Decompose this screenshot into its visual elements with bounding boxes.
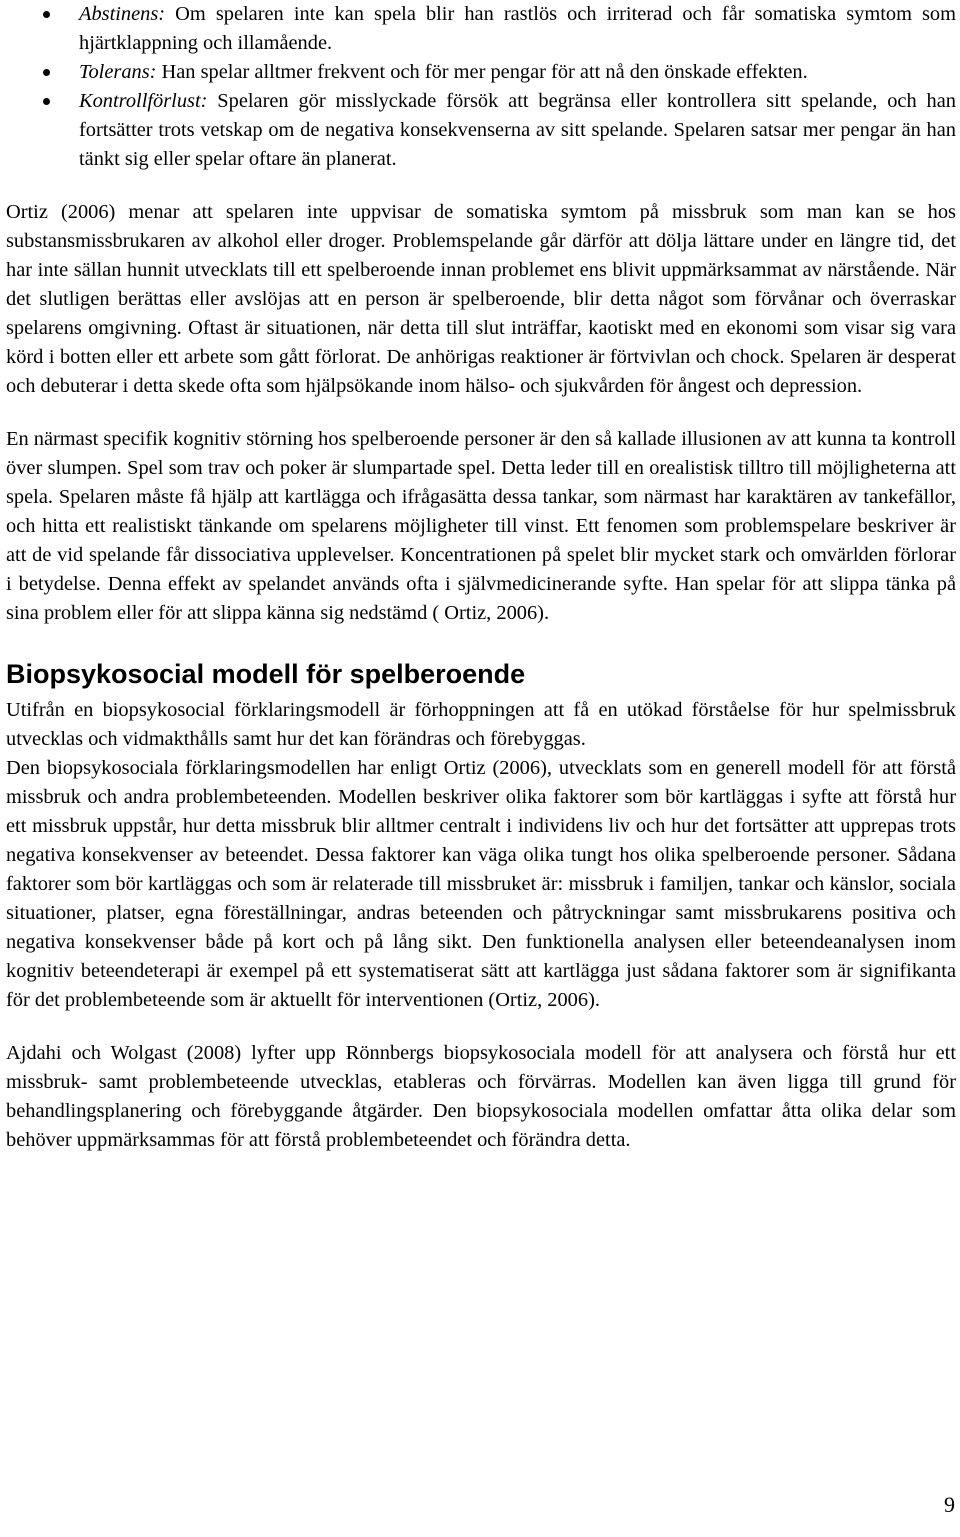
section-heading: Biopsykosocial modell för spelberoende <box>6 659 526 689</box>
list-item <box>6 87 956 174</box>
criteria-list <box>6 0 956 174</box>
list-item-text: Han spelar alltmer frekvent och för mer pengar för att nå den önskade effekten. <box>156 61 808 83</box>
list-item-term: Abstinens: <box>79 3 166 25</box>
list-item-text: Spelaren gör misslyckade försök att begränsa eller kontrollera sitt spelande, och han fortsätter trots vetskap om de negativa konsekvenserna av sitt spelande. Spelaren satsar mer pengar än han tänkt sig eller spelar oftare än planerat. <box>79 90 956 170</box>
spacer <box>6 1015 956 1039</box>
spacer <box>6 628 956 658</box>
list-item <box>6 0 956 58</box>
spacer <box>6 174 956 198</box>
paragraph-ajdahi-wolgast: Ajdahi och Wolgast (2008) lyfter upp Rönnbergs biopsykosociala modell för att analysera och förstå hur ett missbruk- samt problembeteende utvecklas, etableras och förvärras. Modellen kan även ligga till grund för behandlingsplanering och förebyggande åtgärder. Den biopsykosociala modellen omfattar åtta olika delar som behöver uppmärksammas för att förstå problembeteendet och förändra detta. <box>6 1042 956 1151</box>
bullet-icon <box>43 11 50 18</box>
paragraph-biopsychosocial-model: Den biopsykosociala förklaringsmodellen har enligt Ortiz (2006), utvecklats som en generell modell för att förstå missbruk och andra problembeteenden. Modellen beskriver olika faktorer som bör kartläggas i syfte att förstå hur ett missbruk uppstår, hur detta missbruk blir alltmer centralt i individens liv och hur det fortsätter att upprepas trots negativa konsekvenser av beteendet. Dessa faktorer kan väga olika tungt hos olika spelberoende personer. Sådana faktorer som bör kartläggas och som är relaterade till missbruket är: missbruk i familjen, tankar och känslor, sociala situationer, platser, egna föreställningar, andras beteenden och påtryckningar samt missbrukarens positiva och negativa konsekvenser både på kort och på lång sikt. Den funktionella analysen eller beteendeanalysen inom kognitiv beteendeterapi är exempel på ett systematiserat sätt att kartlägga just sådana faktorer som är signifikanta för det problembeteende som är aktuellt för interventionen (Ortiz, 2006). <box>6 757 956 1011</box>
bullet-icon <box>43 69 50 76</box>
spacer <box>6 401 956 425</box>
paragraph-ortiz-somatic: Ortiz (2006) menar att spelaren inte uppvisar de somatiska symtom på missbruk som man kan se hos substansmissbrukaren av alkohol eller droger. Problemspelande går därför att dölja lättare under en längre tid, det har inte sällan hunnit utvecklats till ett spelberoende innan problemet ens blivit uppmärksammat av närstående. När det slutligen berättas eller avslöjas att en person är spelberoende, blir detta något som förvånar och överraskar spelarens omgivning. Oftast är situationen, när detta till slut inträffar, kaotiskt med en ekonomi som visar sig vara körd i botten eller ett arbete som gått förlorat. De anhörigas reaktioner är förtvivlan och chock. Spelaren är desperat och debuterar i detta skede ofta som hjälpsökande inom hälso- och sjukvården för ångest och depression. <box>6 201 956 397</box>
paragraph-cognitive-disturbance: En närmast specifik kognitiv störning hos spelberoende personer är den så kallade illusionen av att kunna ta kontroll över slumpen. Spel som trav och poker är slumpartade spel. Detta leder till en orealistisk tilltro till möjligheterna att spela. Spelaren måste få hjälp att kartlägga och ifrågasätta dessa tankar, som närmast har karaktären av tankefällor, och hitta ett realistiskt tänkande om spelarens möjligheter till vinst. Ett fenomen som problemspelare beskriver är att de vid spelande får dissociativa upplevelser. Koncentrationen på spelet blir mycket stark och omvärlden förlorar i betydelse. Denna effekt av spelandet används ofta i självmedicinerande syfte. Han spelar för att slippa tänka på sina problem eller för att slippa känna sig nedstämd ( Ortiz, 2006). <box>6 428 956 624</box>
paragraph-biopsychosocial-intro: Utifrån en biopsykosocial förklaringsmodell är förhoppningen att få en utökad förståelse för hur spelmissbruk utvecklas och vidmakthålls samt hur det kan förändras och förebyggas. <box>6 699 956 750</box>
list-item-text: Om spelaren inte kan spela blir han rastlös och irriterad och får somatiska symtom som hjärtklappning och illamående. <box>79 3 956 54</box>
list-item <box>6 58 956 87</box>
page-number: 9 <box>944 1492 955 1517</box>
document-page <box>6 0 956 1155</box>
list-item-term: Tolerans: <box>79 61 157 83</box>
list-item-term: Kontrollförlust: <box>79 90 208 112</box>
bullet-icon <box>43 98 50 105</box>
